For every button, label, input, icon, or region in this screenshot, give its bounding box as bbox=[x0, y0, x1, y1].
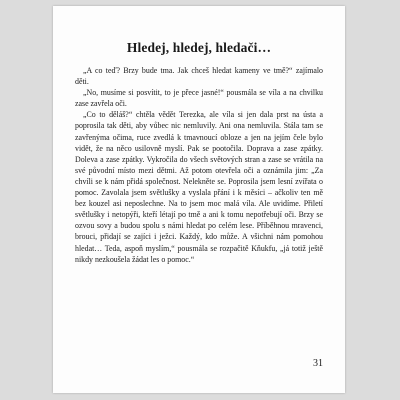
page-number: 31 bbox=[313, 358, 323, 369]
paragraph: „Co to děláš?“ chtěla vědět Terezka, ale víla si jen dala prst na ústa a poprosila tak děti, aby vůbec nic nemluvily. Ani ona nemluvila. Stála tam se zavřenýma očima, ruce zvedlá k tmavnoucí obloze a jen na jejím čele bylo vidět, že na něco usilovně myslí. Pak se pootočila. Doprava a zase zpátky. Doleva a zase zpátky. Vykročila do všech světových stran a zase se vrátila na své původní místo mezi dětmi. Až potom otevřela oči a oznámila jim: „Za chvíli se k nám přidá společnost. Nelekněte se. Poprosila jsem lesní zvířata o pomoc. Zavolala jsem světlušky a vyslala přání i k měsíci – ačkoliv ten mě bez kouzel asi neposlechne. Na to jsem moc malá víla. Ale uvidíme. Přiletí světlušky i netopýři, kteří létají po tmě a ani k tomu nepotřebují oči. Brzy se ozvou sovy a budou spolu s námi hledat po celém lese. Příběhnou mravenci, brouci, přidají se zajíci i ježci. Každý, kdo může. A všichni nám pomohou hledat… Teda, aspoň myslím,“ pousmála se rozpačitě Kňukfu, „já totiž ještě nikdy nezkoušela žádat les o pomoc.“ bbox=[75, 110, 323, 264]
book-page bbox=[53, 6, 345, 393]
paragraph: „A co teď? Brzy bude tma. Jak chceš hledat kameny ve tmě?“ zajímalo děti. bbox=[75, 66, 323, 87]
page-body bbox=[75, 65, 323, 265]
paragraph: „No, musíme si posvítit, to je přece jasné!“ pousmála se víla a na chvilku zase zavřela oči. bbox=[75, 88, 323, 109]
chapter-title: Hledej, hledej, hledači… bbox=[126, 40, 272, 55]
